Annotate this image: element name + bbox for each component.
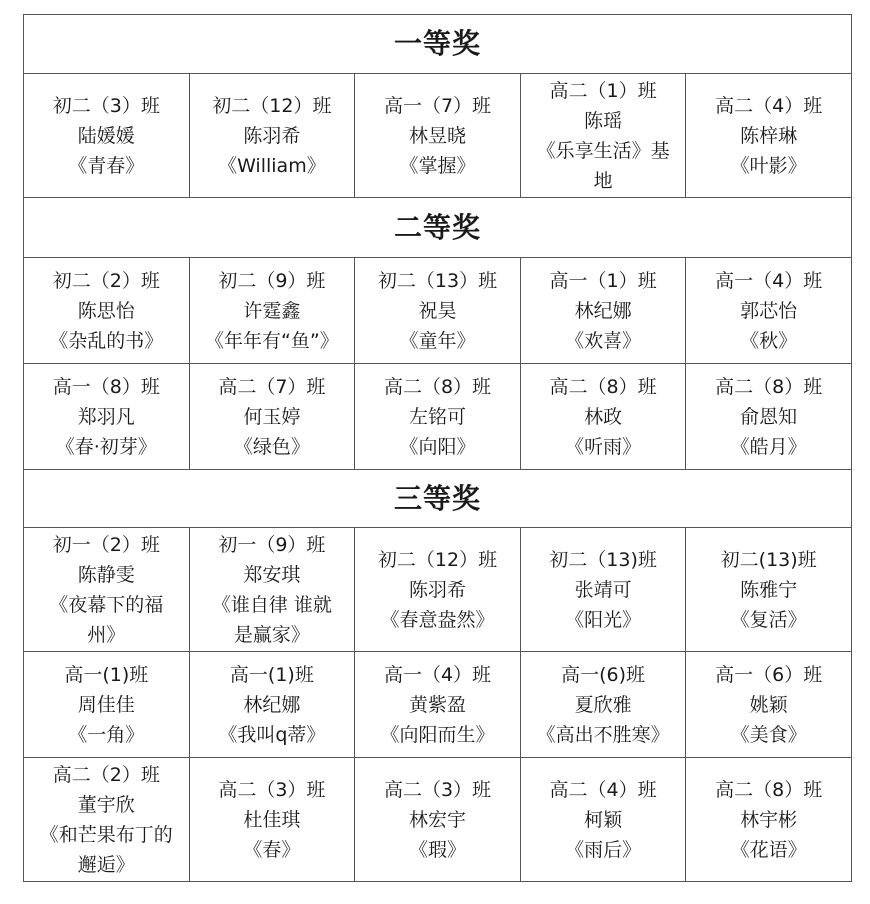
- award-cell: 初二（2）班 陈思怡 《杂乱的书》: [24, 258, 190, 364]
- award-cell: 高二（8）班 左铭可 《向阳》: [355, 364, 521, 470]
- award-cell: 高一（6）班 姚颖 《美食》: [686, 652, 852, 758]
- award-cell: 初二（12）班 陈羽希 《William》: [189, 74, 355, 198]
- award-cell: 高一（1）班 林纪娜 《欢喜》: [520, 258, 686, 364]
- award-cell: 初二（13)班 张靖可 《阳光》: [520, 528, 686, 652]
- award-cell: 高一(1)班 周佳佳 《一角》: [24, 652, 190, 758]
- award-cell: 高一（4）班 郭芯怡 《秋》: [686, 258, 852, 364]
- award-cell: 高二（1）班 陈瑶 《乐享生活》基 地: [520, 74, 686, 198]
- award-cell: 高二（3）班 林宏宇 《瑕》: [355, 758, 521, 882]
- award-cell: 高二（7）班 何玉婷 《绿色》: [189, 364, 355, 470]
- section-header-row: [24, 15, 852, 74]
- award-cell: 高二（2）班 董宇欣 《和芒果布丁的 邂逅》: [24, 758, 190, 882]
- award-table: [23, 14, 852, 882]
- award-cell: 初二（13）班 祝昊 《童年》: [355, 258, 521, 364]
- award-cell: 高一（8）班 郑羽凡 《春·初芽》: [24, 364, 190, 470]
- award-cell: 高一(1)班 林纪娜 《我叫q蒂》: [189, 652, 355, 758]
- table-row: [24, 528, 852, 652]
- table-row: [24, 364, 852, 470]
- section-header-row: [24, 470, 852, 528]
- award-cell: 初一（9）班 郑安琪 《谁自律 谁就 是赢家》: [189, 528, 355, 652]
- award-cell: 初二（3）班 陆媛媛 《青春》: [24, 74, 190, 198]
- award-cell: 高二（8）班 林宇彬 《花语》: [686, 758, 852, 882]
- table-row: [24, 652, 852, 758]
- award-cell: 高一(6)班 夏欣雅 《高出不胜寒》: [520, 652, 686, 758]
- award-cell: 高二（3）班 杜佳琪 《春》: [189, 758, 355, 882]
- award-cell: 初二(13)班 陈雅宁 《复活》: [686, 528, 852, 652]
- award-cell: 初一（2）班 陈静雯 《夜幕下的福 州》: [24, 528, 190, 652]
- section-header-row: [24, 198, 852, 258]
- award-cell: 高一（4）班 黄紫盈 《向阳而生》: [355, 652, 521, 758]
- section-title-third-prize: 三等奖: [24, 470, 852, 528]
- table-row: [24, 258, 852, 364]
- section-title-second-prize: 二等奖: [24, 198, 852, 258]
- section-title-first-prize: 一等奖: [24, 15, 852, 74]
- award-cell: 高二（4）班 陈梓琳 《叶影》: [686, 74, 852, 198]
- award-cell: 高二（8）班 林政 《听雨》: [520, 364, 686, 470]
- award-cell: 高二（4）班 柯颖 《雨后》: [520, 758, 686, 882]
- table-row: [24, 758, 852, 882]
- award-cell: 初二（9）班 许霆鑫 《年年有“鱼”》: [189, 258, 355, 364]
- table-row: [24, 74, 852, 198]
- award-cell: 高一（7）班 林昱晓 《掌握》: [355, 74, 521, 198]
- award-cell: 高二（8）班 俞恩知 《皓月》: [686, 364, 852, 470]
- award-cell: 初二（12）班 陈羽希 《春意盎然》: [355, 528, 521, 652]
